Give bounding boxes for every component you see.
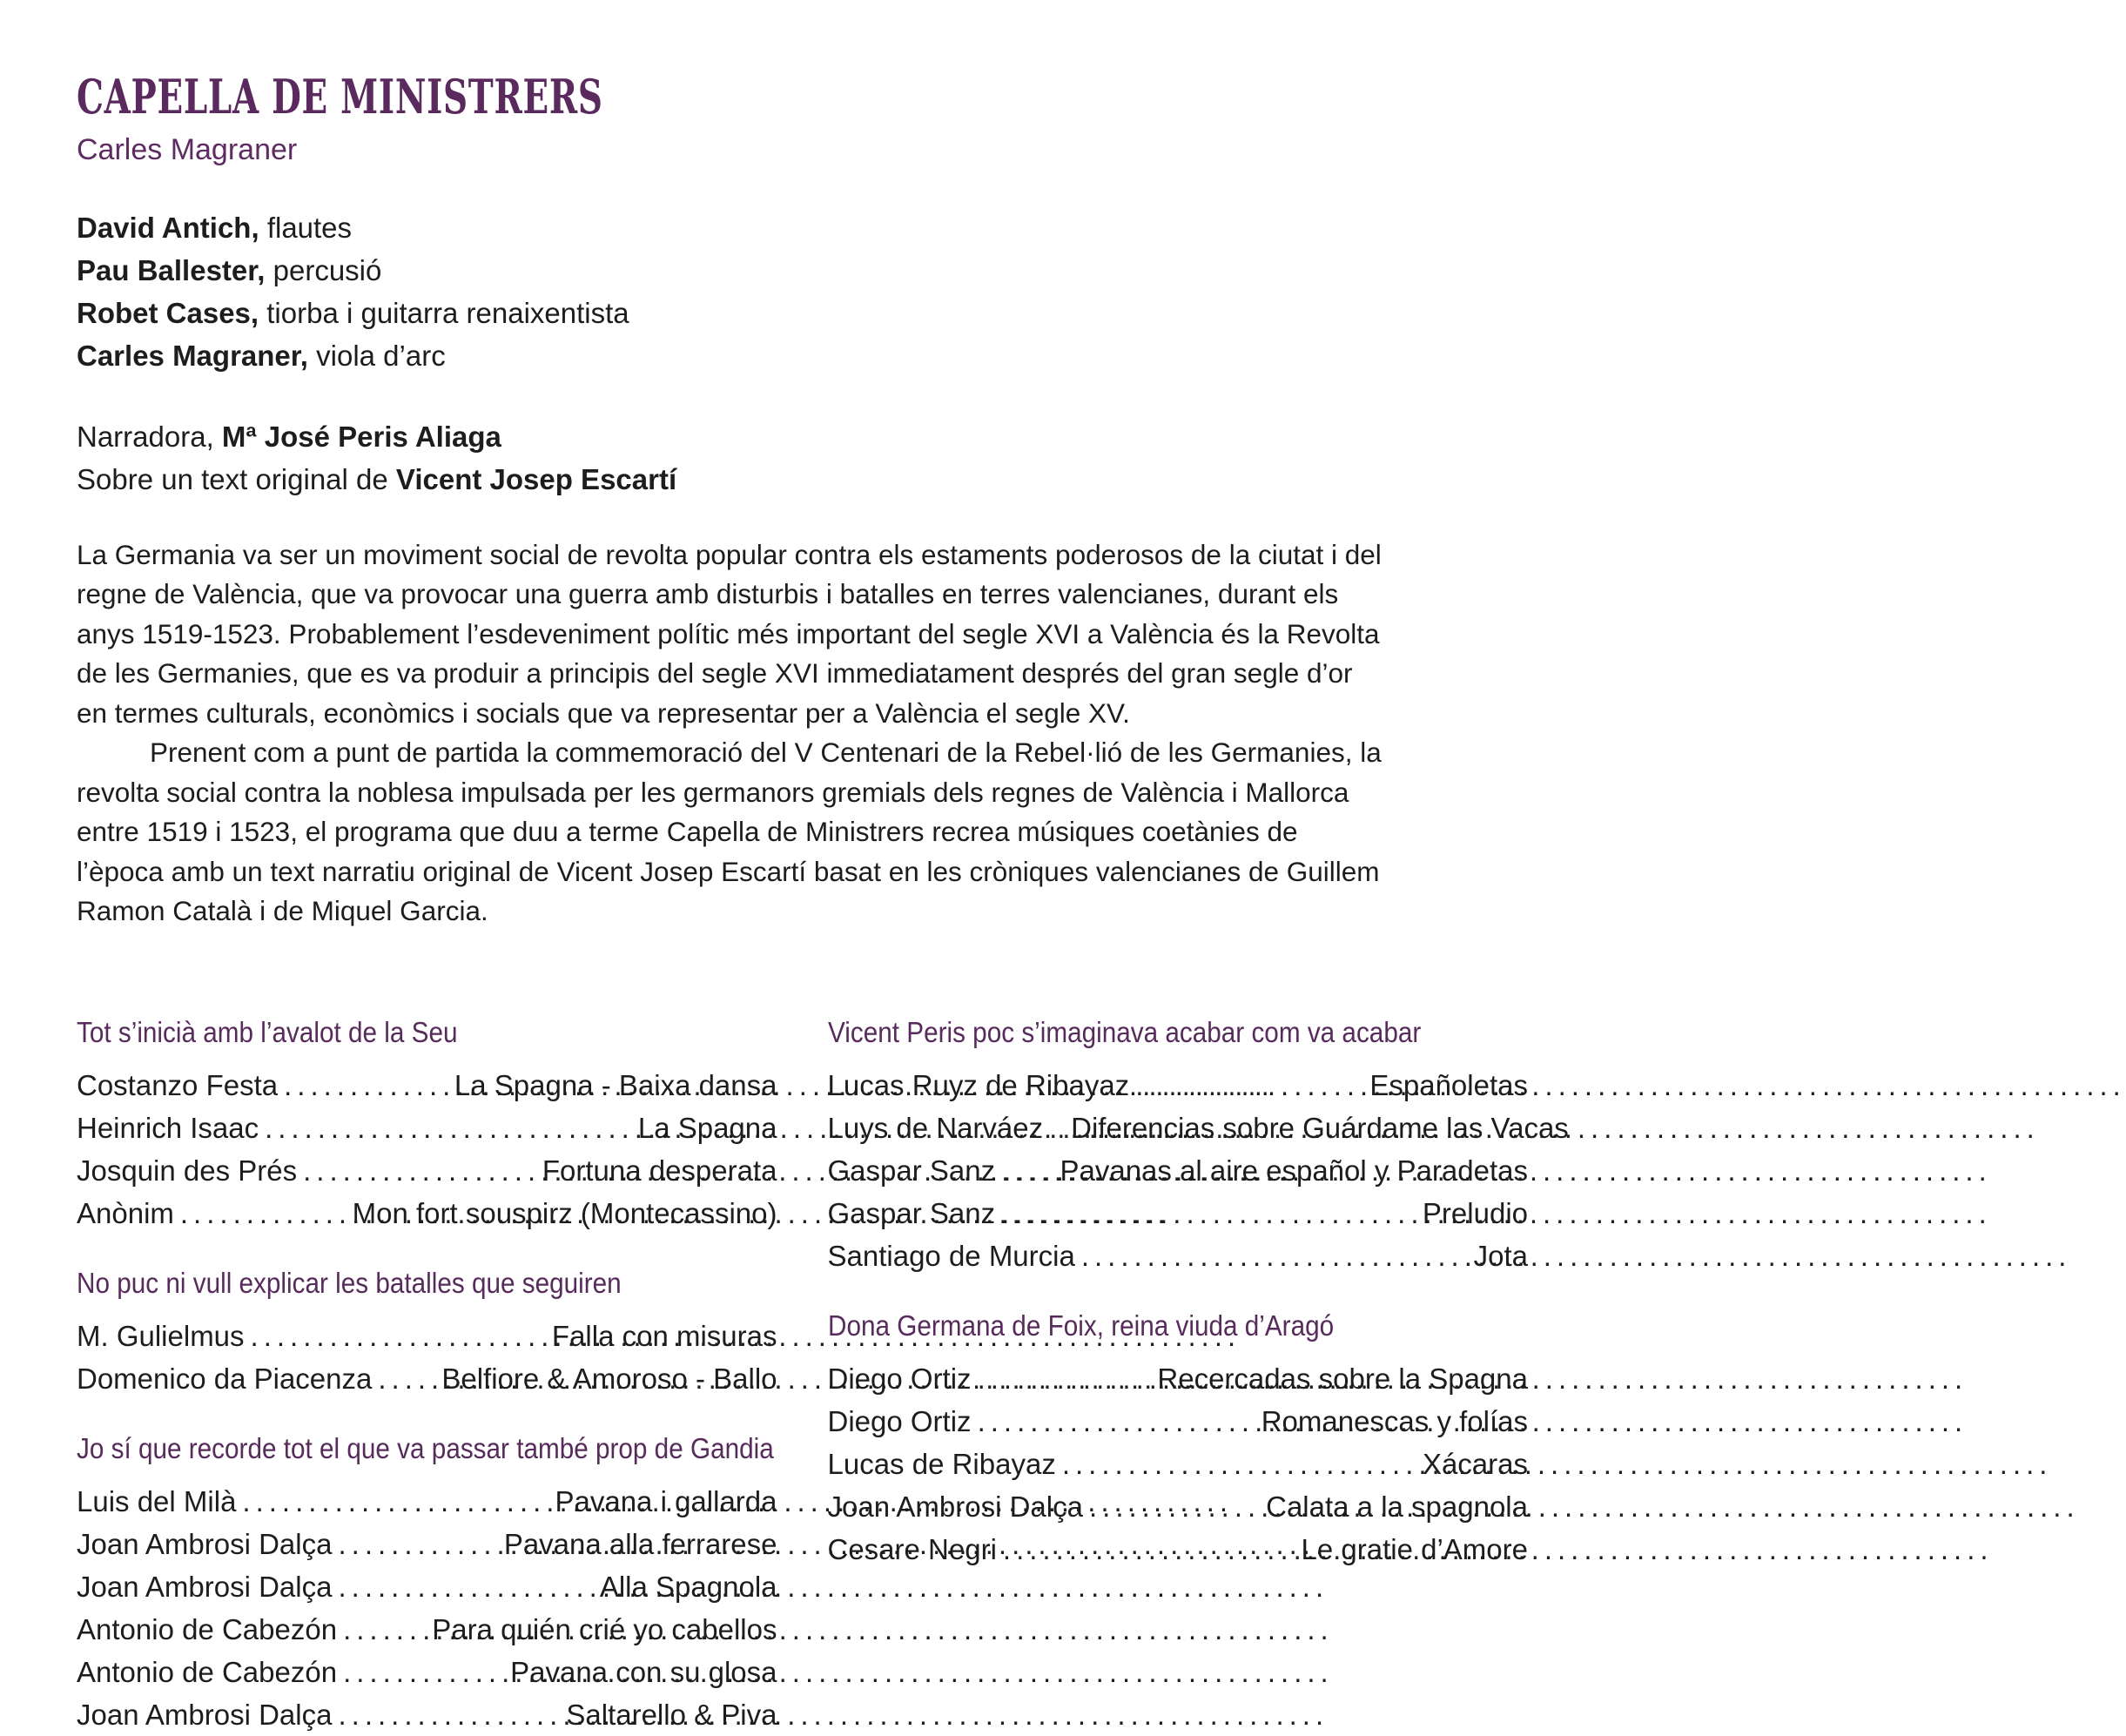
program-row <box>828 1528 1529 1571</box>
work-title: Para quién crié yo cabellos <box>432 1612 777 1645</box>
work-title: Recercadas sobre la Spagna <box>1157 1362 1528 1395</box>
program-row <box>77 1608 777 1651</box>
narration-line <box>77 415 1528 458</box>
program-row <box>77 1064 777 1107</box>
composer-name: Santiago de Murcia <box>827 1239 1075 1272</box>
section-pieces <box>828 1357 1529 1571</box>
work-title: Preludio <box>1422 1196 1528 1229</box>
intro-paragraphs <box>77 535 1384 932</box>
composer-name: Gaspar Sanz <box>827 1196 996 1229</box>
dot-leader <box>997 1528 1302 1571</box>
performer-name: Robet Cases, <box>77 296 267 329</box>
program-row <box>77 1565 777 1608</box>
program-row <box>77 1149 777 1192</box>
work-title: La Spagna - Baixa dansa <box>454 1068 777 1101</box>
dot-leader <box>332 1565 599 1608</box>
composer-name: Costanzo Festa <box>77 1068 279 1101</box>
performer-row <box>77 249 1528 292</box>
section-pieces <box>827 1064 1569 1277</box>
program-row <box>77 1693 777 1736</box>
performer-role: tiorba i guitarra renaixentista <box>266 296 629 329</box>
program-column-right <box>827 1013 1569 1736</box>
dot-leader <box>1043 1107 1071 1149</box>
composer-name: Gaspar Sanz <box>827 1154 996 1187</box>
work-title: Pavana con su glosa <box>510 1655 777 1688</box>
program-section <box>77 1430 777 1736</box>
dot-leader <box>174 1192 353 1235</box>
section-title: Tot s’inicià amb l’avalot de la Seu <box>77 1015 458 1048</box>
narration-name: Mª José Peris Aliaga <box>221 420 501 453</box>
dot-leader <box>332 1523 503 1565</box>
program-row <box>77 1315 777 1357</box>
program-row <box>77 1107 777 1149</box>
composer-name: Joan Ambrosi Dalça <box>77 1527 333 1560</box>
composer-name: Heinrich Isaac <box>77 1111 259 1144</box>
dot-leader <box>1129 1064 1369 1107</box>
dot-leader <box>259 1107 638 1149</box>
program-row <box>77 1357 777 1400</box>
program-row <box>77 1523 777 1565</box>
work-title: Pavana i gallarda <box>555 1484 777 1517</box>
composer-name: Joan Ambrosi Dalça <box>77 1698 333 1731</box>
program-row <box>828 1149 1529 1192</box>
dot-leader <box>1056 1443 1423 1485</box>
composer-name: Antonio de Cabezón <box>77 1612 338 1645</box>
performer-row <box>77 292 1528 334</box>
composer-name: Luys de Narváez <box>827 1111 1044 1144</box>
program-row <box>77 1192 777 1235</box>
narration-prefix: Narradora, <box>77 420 222 453</box>
dot-leader <box>278 1064 454 1107</box>
composer-name: Joan Ambrosi Dalça <box>827 1490 1083 1523</box>
section-title: Vicent Peris poc s’imaginava acabar com va acabar <box>827 1015 1421 1048</box>
work-title: Fortuna desperata <box>542 1154 777 1187</box>
composer-name: Diego Ortiz <box>827 1404 972 1437</box>
dot-leader <box>1075 1235 1474 1277</box>
composer-name: Anònim <box>77 1196 174 1229</box>
program-grid <box>77 1013 1569 1736</box>
narration-line <box>77 458 1528 501</box>
work-title: Romanescas y folías <box>1261 1404 1528 1437</box>
work-title: Pavanas al aire español y Paradetas <box>1060 1154 1528 1187</box>
work-title: Belfiore & Amoroso - Ballo <box>441 1362 777 1395</box>
composer-name: Diego Ortiz <box>827 1362 972 1395</box>
work-title: Mon fort souspirz (Montecassino) <box>352 1196 777 1229</box>
program-row <box>828 1064 1529 1107</box>
work-title: Saltarello & Piva <box>566 1698 777 1731</box>
work-title: Xácaras <box>1422 1447 1528 1480</box>
narration-prefix: Sobre un text original de <box>77 462 396 495</box>
dot-leader <box>972 1357 1158 1400</box>
performer-row <box>77 206 1528 249</box>
section-title: Jo sí que recorde tot el que va passar també prop de Gandia <box>77 1431 774 1464</box>
performer-row <box>77 334 1528 377</box>
work-title: Alla Spagnola <box>599 1570 777 1603</box>
dot-leader <box>332 1693 566 1736</box>
composer-name: Cesare Negri <box>827 1532 997 1565</box>
page-subtitle: Carles Magraner <box>77 133 298 166</box>
program-row <box>827 1107 1569 1149</box>
composer-name: Domenico da Piacenza <box>77 1362 373 1395</box>
composer-name: Lucas Ruyz de Ribayaz <box>827 1068 1130 1101</box>
performer-name: David Antich, <box>77 211 267 244</box>
program-section <box>77 1013 777 1235</box>
composer-name: Joan Ambrosi Dalça <box>77 1570 333 1603</box>
dot-leader <box>236 1480 555 1523</box>
dot-leader <box>372 1357 441 1400</box>
dot-leader <box>995 1192 1423 1235</box>
program-row <box>828 1485 1529 1528</box>
work-title: Falla con misuras <box>551 1319 777 1352</box>
performer-role: flautes <box>266 211 353 244</box>
page-title: CAPELLA DE MINISTRERS <box>77 69 603 124</box>
performers-list <box>77 206 1528 377</box>
work-title: La Spagna <box>637 1111 777 1144</box>
work-title: Calata a la spagnola <box>1266 1490 1528 1523</box>
work-title: Jota <box>1473 1239 1528 1272</box>
intro-paragraph: La Germania va ser un moviment social de revolta popular contra els estaments poderosos de la ciutat i del regne de València, que va provocar una guerra amb disturbis i batalles en terres valencianes, durant els anys 1519-1523. Probablement l’esdeveniment polític més important del segle XVI a València és la Revolta de les Germanies, que es va produir a principis del segle XVI immediatament després del gran segle d’or en termes culturals, econòmics i socials que va representar per a València el segle XV. <box>77 538 1382 729</box>
section-title: No puc ni vull explicar les batalles que seguiren <box>77 1266 622 1299</box>
performer-name: Pau Ballester, <box>77 253 273 286</box>
program-row <box>828 1443 1529 1485</box>
narration-credits <box>77 415 1528 501</box>
narration-name: Vicent Josep Escartí <box>395 462 677 495</box>
program-row <box>77 1651 777 1693</box>
performer-role: viola d’arc <box>316 339 446 372</box>
section-pieces <box>77 1064 777 1235</box>
dot-leader <box>245 1315 552 1357</box>
dot-leader <box>337 1651 510 1693</box>
performer-role: percusió <box>272 253 382 286</box>
work-title: Pavana alla ferrarese <box>503 1527 777 1560</box>
performer-name: Carles Magraner, <box>77 339 317 372</box>
program-row <box>828 1400 1529 1443</box>
composer-name: M. Gulielmus <box>77 1319 245 1352</box>
section-pieces <box>77 1315 777 1400</box>
program-row <box>77 1480 777 1523</box>
intro-paragraph: Prenent com a punt de partida la commemoració del V Centenari de la Rebel·lió de les Germanies, la revolta social contra la noblesa impulsada per les germanors gremials dels regnes de València i Mallorca entre 1519 i 1523, el programa que duu a terme Capella de Ministrers recrea músiques coetànies de l’època amb un text narratiu original de Vicent Josep Escartí basat en les cròniques valencianes de Guillem Ramon Català i de Miquel Garcia. <box>77 737 1382 927</box>
composer-name: Antonio de Cabezón <box>77 1655 338 1688</box>
dot-leader <box>297 1149 542 1192</box>
program-row <box>828 1235 1529 1277</box>
dot-leader <box>1083 1485 1266 1528</box>
program-row <box>828 1357 1529 1400</box>
program-section <box>828 1307 1529 1571</box>
section-title: Dona Germana de Foix, reina viuda d’Aragó <box>827 1309 1334 1342</box>
program-section <box>827 1013 1569 1277</box>
composer-name: Lucas de Ribayaz <box>827 1447 1056 1480</box>
composer-name: Josquin des Prés <box>77 1154 298 1187</box>
section-pieces <box>77 1480 777 1736</box>
work-title: Diferencias sobre Guárdame las Vacas <box>1071 1111 1569 1144</box>
composer-name: Luis del Milà <box>77 1484 237 1517</box>
work-title: Le gratie d’Amore <box>1301 1532 1528 1565</box>
work-title: Españoletas <box>1369 1068 1528 1101</box>
dot-leader <box>972 1400 1261 1443</box>
program-column-left <box>77 1013 777 1736</box>
program-row <box>828 1192 1529 1235</box>
dot-leader <box>995 1149 1060 1192</box>
dot-leader <box>337 1608 432 1651</box>
program-section <box>77 1264 777 1400</box>
